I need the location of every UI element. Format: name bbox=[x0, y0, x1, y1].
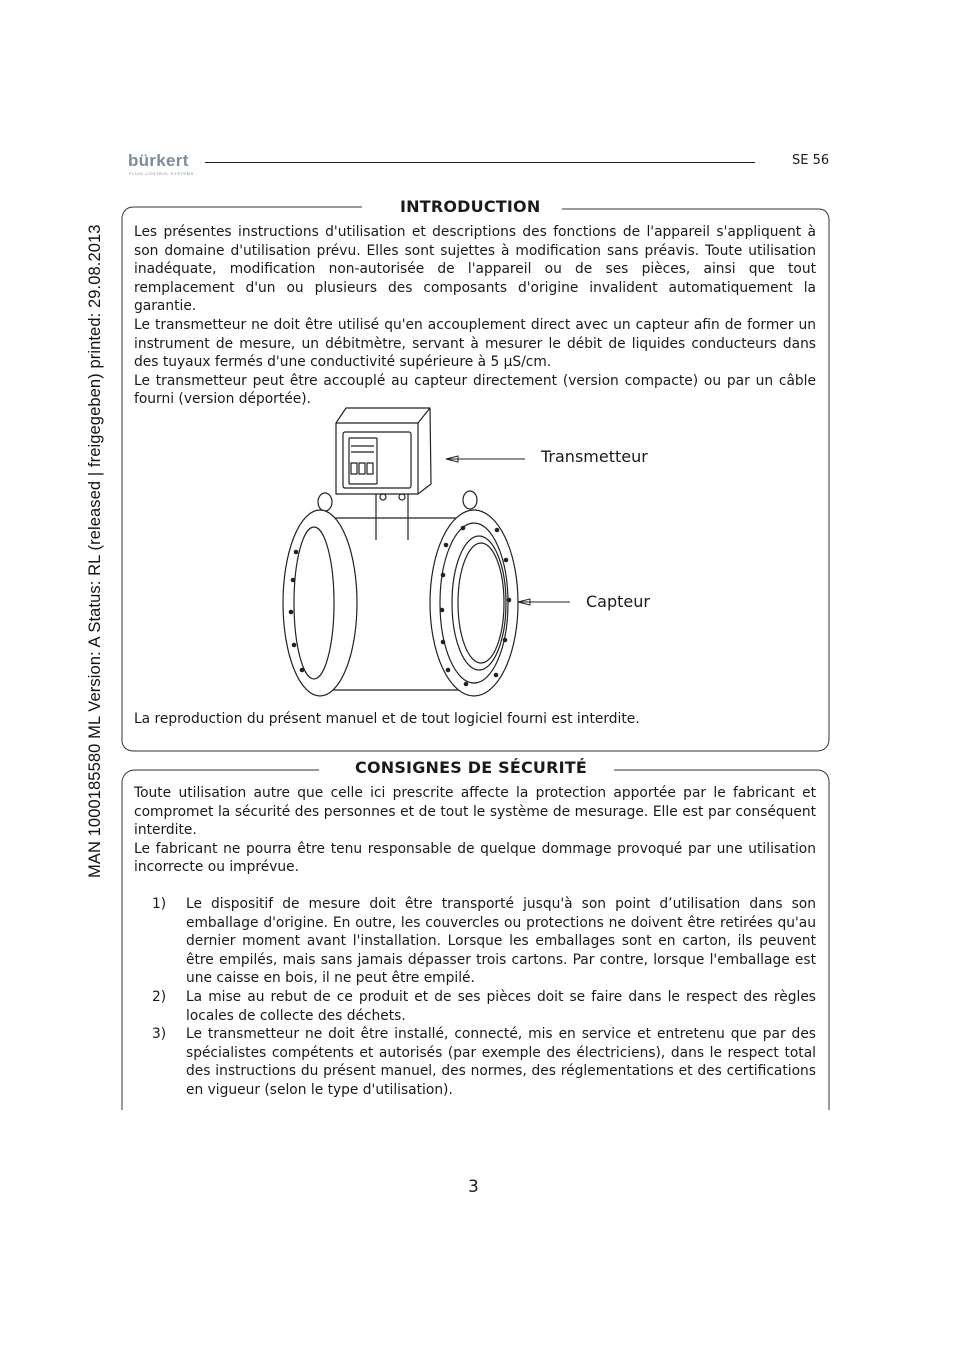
list-item-text: La mise au rebut de ce produit et de ses pièces doit se faire dans le respect des règles locales de collecte des déchets. bbox=[186, 988, 816, 1024]
sensor-label: Capteur bbox=[586, 592, 650, 611]
transmitter-label: Transmetteur bbox=[541, 447, 648, 466]
flowmeter-illustration bbox=[270, 400, 670, 705]
page-number: 3 bbox=[468, 1177, 479, 1197]
reproduction-notice: La reproduction du présent manuel et de tout logiciel fourni est interdite. bbox=[134, 711, 640, 727]
introduction-heading: INTRODUCTION bbox=[400, 197, 541, 216]
list-item-number: 3) bbox=[152, 1026, 167, 1043]
list-item bbox=[134, 895, 816, 988]
safety-heading: CONSIGNES DE SÉCURITÉ bbox=[355, 758, 588, 777]
print-status-stamp: MAN 1000185580 ML Version: A Status: RL (released | freigegeben) printed: 29.08.2013 bbox=[86, 224, 104, 878]
list-item-text: Le dispositif de mesure doit être transporté jusqu'à son point d’utilisation dans son emballage d'origine. En outre, les couvercles ou protections ne doivent être retirées qu'au dernier moment avant l'installation. Lorsque les emballages sont en carton, ils peuvent être empilés, mais sans jamais dépasser trois cartons. Par contre, lorsque l'emballage est une caisse en bois, il ne peut être empilé. bbox=[186, 896, 816, 987]
list-item bbox=[134, 988, 816, 1025]
list-item-number: 2) bbox=[152, 988, 167, 1005]
intro-paragraph-2: Le transmetteur ne doit être utilisé qu'en accouplement direct avec un capteur afin de former un instrument de mesure, un débitmètre, servant à mesurer le débit de liquides conducteurs dans des tuyaux fermés d'une conductivité supérieure à 5 µS/cm. bbox=[134, 316, 816, 371]
safety-paragraph-2: Le fabricant ne pourra être tenu responsable de quelque dommage provoqué par une utilisation incorrecte ou imprévue. bbox=[134, 840, 816, 876]
logo-tagline: FLUID CONTROL SYSTEMS bbox=[129, 171, 194, 176]
document-code: SE 56 bbox=[792, 153, 830, 168]
intro-paragraph-3: Le transmetteur peut être accouplé au capteur directement (version compacte) ou par un câble fourni (version déportée). bbox=[134, 372, 816, 408]
introduction-text bbox=[134, 223, 816, 409]
list-item bbox=[134, 1025, 816, 1099]
safety-paragraph-1: Toute utilisation autre que celle ici prescrite affecte la protection apportée par le fabricant et compromet la sécurité des personnes et de tout le système de mesurage. Elle est par conséquent interdite. bbox=[134, 785, 816, 839]
list-item-text: Le transmetteur ne doit être installé, connecté, mis en service et entretenu que par des spécialistes compétents et autorisés (par exemple des électriciens), dans le respect total des instructions du présent manuel, des normes, des réglementations et des certifications en vigueur (selon le type d'utilisation). bbox=[186, 1026, 816, 1098]
safety-rules-list bbox=[134, 895, 816, 1100]
safety-text bbox=[134, 784, 816, 877]
list-item-number: 1) bbox=[152, 896, 167, 912]
logo-wordmark: bürkert bbox=[128, 151, 189, 170]
intro-paragraph-1: Les présentes instructions d'utilisation et descriptions des fonctions de l'appareil s'appliquent à son domaine d'utilisation prévu. Elles sont sujettes à modification sans préavis. Toute utilisation inadéquate, modification non-autorisée de l'appareil ou de ses pièces, ainsi que tout remplacement d'un ou plusieurs des composants d'origine invalident automatiquement la garantie. bbox=[134, 224, 816, 315]
